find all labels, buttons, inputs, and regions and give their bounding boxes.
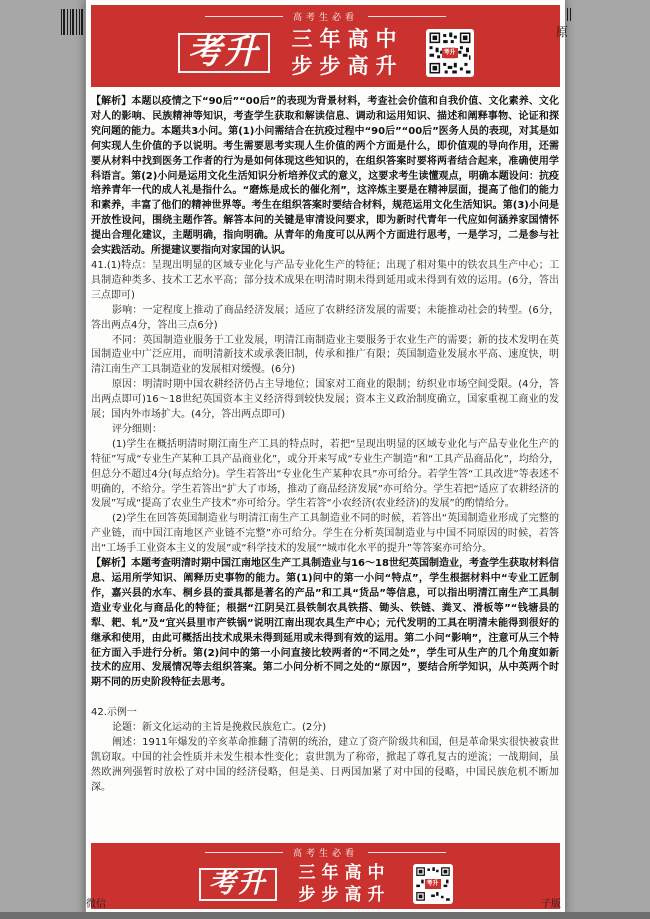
answer-42-thesis: 论题：新文化运动的主旨是挽救民族危亡。(2分) bbox=[112, 722, 327, 734]
banner-tagline bbox=[91, 10, 560, 23]
qr-center-label: 考升 bbox=[426, 880, 439, 888]
qr-center-label: 考升 bbox=[443, 49, 456, 57]
scoring-rubric-item-2: (2)学生在回答英国制造业与明清江南生产工具制造业不同的时候，若答出“英国制造业形成了完整的产业链，而中国江南地区产业链不完整”亦可给分。学生在分析英国制造业与中国不同原因的时候，若答出“工场手工业资本主义的发展”或“科学技术的发展”“城市化水平的提升”等答案亦可给分。 bbox=[91, 513, 559, 555]
banner-main bbox=[91, 26, 560, 81]
slogan-line-2: 步步高升 bbox=[291, 54, 404, 79]
answer-41-influence: 影响：一定程度上推动了商品经济发展；适应了农耕经济发展的需要；未能推动社会的转型。(6分，答出两点4分，答出三点6分) bbox=[91, 304, 559, 331]
banner-slogan bbox=[292, 26, 404, 81]
scoring-rubric-heading: 评分细则： bbox=[112, 423, 162, 435]
tagline-rule-left bbox=[205, 16, 283, 17]
analysis-paragraph-history: 【解析】本题考查明清时期中国江南地区生产工具制造业与16～18世纪英国制造业，考查学生获取材料信息、运用所学知识、阐释历史事物的能力。第(1)问中的第一小问“特点”，学生根据材料中“专业工匠制作，嘉兴县的水车、桐乡县的蚕具都是著名的产品”和工具“货品”等信息，可以指出明清江南生产工具制造业专业化与商品化的特征；根据“江阴吴江县铁制农具铁搭、锄头、铁链、粪叉、滑板等”“钱塘县的犁、耙、轧”及“宜兴县里市产铁锅”说明江南出现农具生产中心；元代发明的工具在明清未能得到很好的继承和使用，由此可概括出技术成果未得到延用或未得到有效的运用。第二小问“影响”，注意可从三个特征方面入手进行分析。第(2)问中的第一小问直接比较两者的“不同之处”，学生可从生产的几个角度如新技术的应用、发展情况等去组织答案。第二小问分析不同之处的“原因”，要结合所学知识，从中英两个时期不同的历史阶段特征去思考。 bbox=[91, 558, 559, 689]
slogan-line-2: 步步高升 bbox=[298, 885, 391, 906]
kaosheng-logo-text: 考升 bbox=[208, 867, 267, 899]
tagline-rule-right bbox=[368, 16, 446, 17]
tagline-text: 高考生必看 bbox=[292, 849, 358, 859]
banner-slogan bbox=[299, 862, 391, 906]
tagline-text: 高考生必看 bbox=[292, 13, 358, 23]
tagline-rule-right bbox=[368, 852, 446, 853]
barcode-top-left bbox=[61, 9, 84, 35]
tagline-rule-left bbox=[205, 852, 283, 853]
bottom-banner bbox=[91, 843, 560, 909]
answer-42-example-heading: 42.示例一 bbox=[91, 707, 137, 719]
margin-cutoff-text: 原 bbox=[556, 25, 569, 39]
slogan-line-1: 三年高中 bbox=[298, 863, 391, 883]
scoring-rubric-item-1: (1)学生在概括明清时期江南生产工具的特点时，若把“呈现出明显的区域专业化与产品专业化生产的特征”写成“专业生产某种工具产品商业化”，或分开来写成“专业生产制造”和“工具产品商品化”，均给分，但总分不超过4分(每点给分)。学生若答出“专业化生产某种农具”亦可给分。若学生答“工具改进”等表述不明确的，不给分。学生若答出“扩大了市场，推动了商品经济发展”亦可给分。学生若把“适应了农耕经济的发展”写成“提高了农业生产技术”亦可给分。学生若答“小农经济(农业经济)的发展”的酌情给分。 bbox=[91, 438, 559, 510]
answer-key-content bbox=[86, 87, 565, 796]
slogan-line-1: 三年高中 bbox=[291, 27, 404, 51]
answer-41-differences: 不同：英国制造业服务于工业发展，明清江南制造业主要服务于农业生产的需要；新的技术发明在英国制造业中广泛应用，而明清新技术或承袭旧制，传承和推广有限；英国制造业发展水平高、速度快，明清江南生产工具制造业的发展相对缓慢。(6分) bbox=[91, 334, 559, 376]
footer-cutoff-text-left: 微信 bbox=[86, 899, 106, 910]
answer-41-features: 41.(1)特点：呈现出明显的区域专业化与产品专业化生产的特征；出现了相对集中的铁农具生产中心；工具制造种类多、技术工艺水平高；部分技术成果在明清时期未得到延用或未得到有效的运用。(6分，答出三点即可) bbox=[91, 259, 559, 301]
qr-code bbox=[413, 864, 453, 904]
footer-cutoff-text-right: 子版 bbox=[541, 899, 561, 910]
banner-tagline bbox=[91, 846, 560, 859]
scan-bottom-strip bbox=[0, 912, 650, 919]
document-page bbox=[85, 0, 565, 919]
kaosheng-logo bbox=[199, 868, 277, 901]
answer-41-reasons: 原因：明清时期中国农耕经济仍占主导地位；国家对工商业的限制；纺织业市场空间受限。(4分，答出两点即可)16～18世纪英国资本主义经济得到较快发展；资本主义政治制度确立，国家重视工商业的发展；国内外市场扩大。(4分，答出两点即可) bbox=[91, 379, 559, 421]
kaosheng-logo bbox=[178, 33, 270, 73]
banner-main bbox=[91, 862, 560, 906]
analysis-paragraph-politics: 【解析】本题以疫情之下“90后”“00后”的表现为背景材料，考查社会价值和自我价值、文化素养、文化对人的影响、民族精神等知识，考查学生获取和解读信息、调动和运用知识、描述和阐释事物、论证和探究问题的能力。本题共3小问。第(1)小问需结合在抗疫过程中“90后”“00后”医务人员的表现，对其是如何实现人生价值的予以说明。考生需要思考实现人生价值的两个方面是什么，即价值观的导向作用，还需要从材料中找到医务工作者的行为是如何体现这些知识的，在组织答案时要将两者结合起来，准确使用学科语言。第(2)小问是运用文化生活知识分析培养仪式的意义，这要求考生读懂观点，明确本题设问：抗疫培养青年一代的成人礼是指什么。“磨炼是成长的催化剂”，这淬炼主要是在精神层面，提高了他们的能力和素养，丰富了他们的精神世界等。考生在组织答案时要结合材料，规范运用文化生活知识。第(3)小问是开放性设问，围绕主题作答。解答本问的关键是审清设问要求，即为新时代青年一代应如何涵养家国情怀提出合理化建议，主题明确，指向明确。从青年的角度可以从两个方面进行思考，一是学习，二是参与社会实践活动。所提建议要指向对家国的认识。 bbox=[91, 96, 559, 257]
top-banner bbox=[91, 5, 560, 87]
qr-code bbox=[426, 29, 474, 77]
answer-42-elaboration: 阐述：1911年爆发的辛亥革命推翻了清朝的统治，建立了资产阶级共和国，但是革命果实很快被袁世凯窃取。中国的社会性质并未发生根本性变化；袁世凯为了称帝，掀起了尊孔复古的逆流；一战期间，虽然欧洲列强暂时放松了对中国的经济侵略，但是美、日两国加紧了对中国的侵略，中国民族危机不断加深。 bbox=[91, 737, 559, 793]
kaosheng-logo-text: 考升 bbox=[187, 32, 260, 73]
